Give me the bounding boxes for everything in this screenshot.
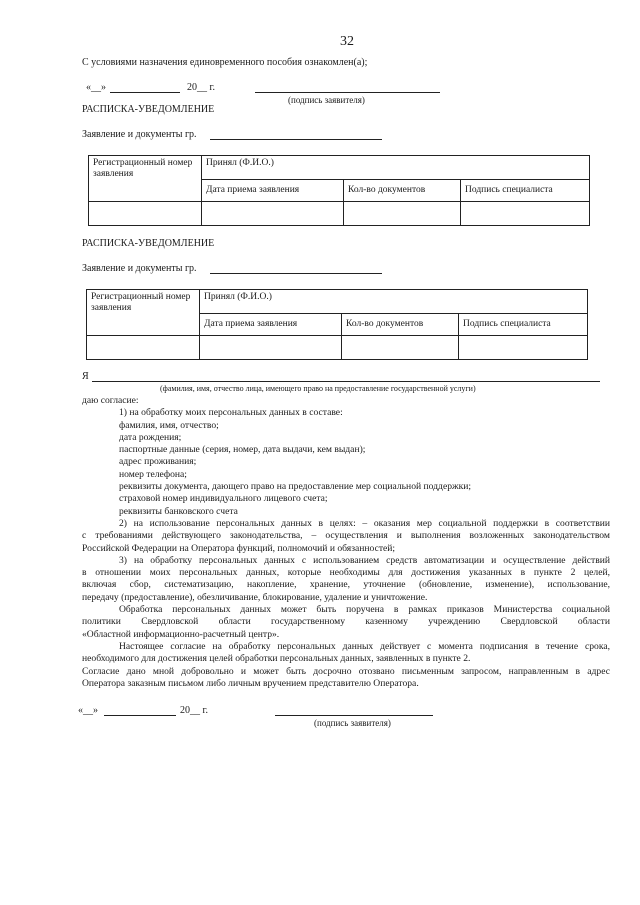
bottom-signature-line[interactable] bbox=[275, 715, 433, 716]
signature-caption: (подпись заявителя) bbox=[288, 95, 365, 105]
date-day: «__» bbox=[86, 82, 106, 93]
doc-count-cell[interactable] bbox=[344, 202, 461, 226]
acknowledge-text: С условиями назначения единовременного пособия ознакомлен(а); bbox=[82, 57, 368, 68]
data-list-item: фамилия, имя, отчество; bbox=[119, 419, 219, 431]
consent-item2-end: Российской Федерации на Оператора функций, полномочий и обязанностей; bbox=[82, 542, 396, 554]
signature-line bbox=[255, 92, 440, 93]
revoke-text-end: Оператора заказным письмом либо личным вручением представителю Оператора. bbox=[82, 677, 419, 689]
docs-from-line bbox=[210, 139, 382, 140]
docs-from-label: Заявление и документы гр. bbox=[82, 129, 197, 140]
consent-item3-cont: в отношении моих персональных данных, которые необходимы для достижения указанных в пункте 2 целей, bbox=[82, 567, 610, 579]
data-list-item: реквизиты документа, дающего право на предоставление мер социальной поддержки; bbox=[119, 481, 472, 493]
doc-count-header: Кол-во документов bbox=[342, 314, 459, 336]
bottom-date-year: 20__ г. bbox=[180, 705, 208, 716]
docs-from-line-2 bbox=[210, 273, 382, 274]
accepted-by-header: Принял (Ф.И.О.) bbox=[202, 156, 590, 180]
reg-number-cell[interactable] bbox=[89, 202, 202, 226]
data-list-item: адрес проживания; bbox=[119, 456, 197, 468]
consent-body bbox=[82, 395, 610, 690]
validity-text-end: необходимого для достижения целей обработки персональных данных, заявленных в пункте 2. bbox=[82, 653, 471, 665]
consent-item1: 1) на обработку моих персональных данных в составе: bbox=[119, 407, 343, 419]
specialist-signature-header: Подпись специалиста bbox=[461, 180, 590, 202]
processing-text-end: «Областной информационно-расчетный центр». bbox=[82, 628, 280, 640]
data-list-item: номер телефона; bbox=[119, 468, 187, 480]
data-list-item: паспортные данные (серия, номер, дата выдачи, кем выдан); bbox=[119, 444, 366, 456]
consent-gives: даю согласие: bbox=[82, 395, 139, 406]
date-received-header: Дата приема заявления bbox=[200, 314, 342, 336]
bottom-signature-caption: (подпись заявителя) bbox=[314, 718, 391, 728]
data-list-item: страховой номер индивидуального лицевого счета; bbox=[119, 493, 328, 505]
accepted-by-header: Принял (Ф.И.О.) bbox=[200, 290, 588, 314]
bottom-date-day: «__» bbox=[78, 705, 98, 716]
processing-text-cont: политики Свердловской области государственному казенному учреждению Свердловской области bbox=[82, 616, 610, 628]
date-month-line bbox=[110, 92, 180, 93]
reg-number-header: Регистрационный номер заявления bbox=[89, 156, 202, 202]
receipt-title-2: РАСПИСКА-УВЕДОМЛЕНИЕ bbox=[82, 238, 215, 249]
receipt-title: РАСПИСКА-УВЕДОМЛЕНИЕ bbox=[82, 104, 215, 115]
doc-count-header: Кол-во документов bbox=[344, 180, 461, 202]
doc-count-cell[interactable] bbox=[342, 336, 459, 360]
date-received-cell[interactable] bbox=[200, 336, 342, 360]
data-list-item: реквизиты банковского счета bbox=[119, 505, 238, 517]
data-list-item: дата рождения; bbox=[119, 431, 182, 443]
i-label: Я bbox=[82, 371, 89, 382]
consent-item3-cont: включая сбор, систематизацию, накопление, хранение, уточнение (обновление, изменение), использование, bbox=[82, 579, 610, 591]
processing-text: Обработка персональных данных может быть поручена в рамках приказов Министерства социальной bbox=[119, 604, 610, 616]
revoke-text: Согласие дано мной добровольно и может быть досрочно отозвано письменным запросом, направленным в адрес bbox=[82, 665, 610, 677]
consent-item3: 3) на обработку персональных данных с использованием средств автоматизации и осуществление действий bbox=[119, 554, 610, 566]
consent-item2: 2) на использование персональных данных в целях: – оказания мер социальной поддержки в соответствии bbox=[119, 517, 610, 529]
page-number: 32 bbox=[340, 34, 354, 49]
consent-item3-end: передачу (предоставление), обезличивание, блокирование, удаление и уничтожение. bbox=[82, 591, 428, 603]
fio-line[interactable] bbox=[92, 381, 600, 382]
fio-caption: (фамилия, имя, отчество лица, имеющего право на предоставление государственной услуги) bbox=[160, 384, 476, 393]
docs-from-label-2: Заявление и документы гр. bbox=[82, 263, 197, 274]
date-year: 20__ г. bbox=[187, 82, 215, 93]
specialist-signature-header: Подпись специалиста bbox=[459, 314, 588, 336]
specialist-signature-cell[interactable] bbox=[461, 202, 590, 226]
specialist-signature-cell[interactable] bbox=[459, 336, 588, 360]
bottom-date-month-line[interactable] bbox=[104, 715, 176, 716]
reg-number-header: Регистрационный номер заявления bbox=[87, 290, 200, 336]
reg-number-cell[interactable] bbox=[87, 336, 200, 360]
validity-text: Настоящее согласие на обработку персональных данных действует с момента подписания в течение срока, bbox=[119, 640, 610, 652]
receipt-table bbox=[88, 155, 590, 226]
date-received-cell[interactable] bbox=[202, 202, 344, 226]
date-received-header: Дата приема заявления bbox=[202, 180, 344, 202]
receipt-table-2 bbox=[86, 289, 588, 360]
consent-item2-cont: с требованиями действующего законодательства, – осуществления и выполнения возложенных законодательством bbox=[82, 530, 610, 542]
